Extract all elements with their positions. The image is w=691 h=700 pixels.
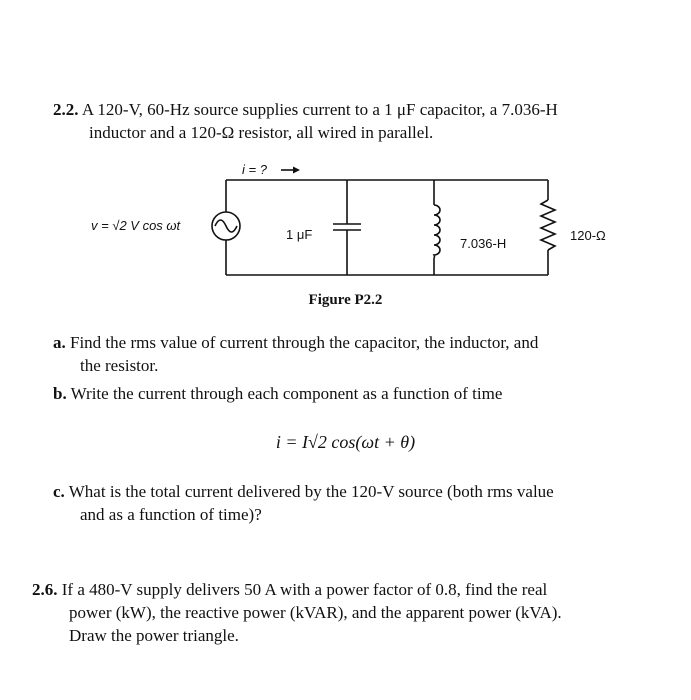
figure-caption: Figure P2.2 [308,292,383,308]
part-a-text-line2: the resistor. [80,356,159,375]
problem-2-6-number: 2.6. [32,580,58,599]
inductor-label: 7.036-H [460,236,507,251]
problem-number: 2.2. [53,100,79,119]
resistor-label: 120-Ω [570,228,606,243]
part-c-text-line2: and as a function of time)? [80,505,262,524]
resistor-zigzag-icon [541,200,555,250]
part-a-text-line1: Find the rms value of current through the capacitor, the inductor, and [70,333,539,352]
part-c-text-line1: What is the total current delivered by the 120-V source (both rms value [68,482,554,501]
problem-text: A 120-V, 60-Hz source supplies current to a 1 μF capacitor, a 7.036-H [81,100,558,119]
part-b-letter: b. [53,384,67,403]
problem-2-6 [32,578,684,647]
part-c-letter: c. [53,482,65,501]
problem-2-2-line2: inductor and a 120-Ω resistor, all wired in parallel. [89,123,434,142]
current-equation: i = I√2 cos(ωt + θ) [275,432,416,452]
part-c [53,480,675,526]
part-b-text-line1: Write the current through each component as a function of time [70,384,503,403]
problem-2-6-line2: power (kW), the reactive power (kVAR), and the apparent power (kVA). [69,603,562,622]
part-b [53,382,675,405]
sine-wave-icon [215,220,237,232]
capacitor-label: 1 μF [286,227,313,242]
problem-2-6-line3: Draw the power triangle. [69,626,239,645]
current-arrow-head-icon [293,167,300,174]
current-label: i = ? [242,162,267,177]
part-a [53,331,675,377]
part-a-letter: a. [53,333,66,352]
source-voltage-label: v = √2 V cos ωt [91,218,181,233]
problem-2-6-line1: If a 480-V supply delivers 50 A with a power factor of 0.8, find the real [61,580,548,599]
inductor-coil-icon [434,205,440,258]
